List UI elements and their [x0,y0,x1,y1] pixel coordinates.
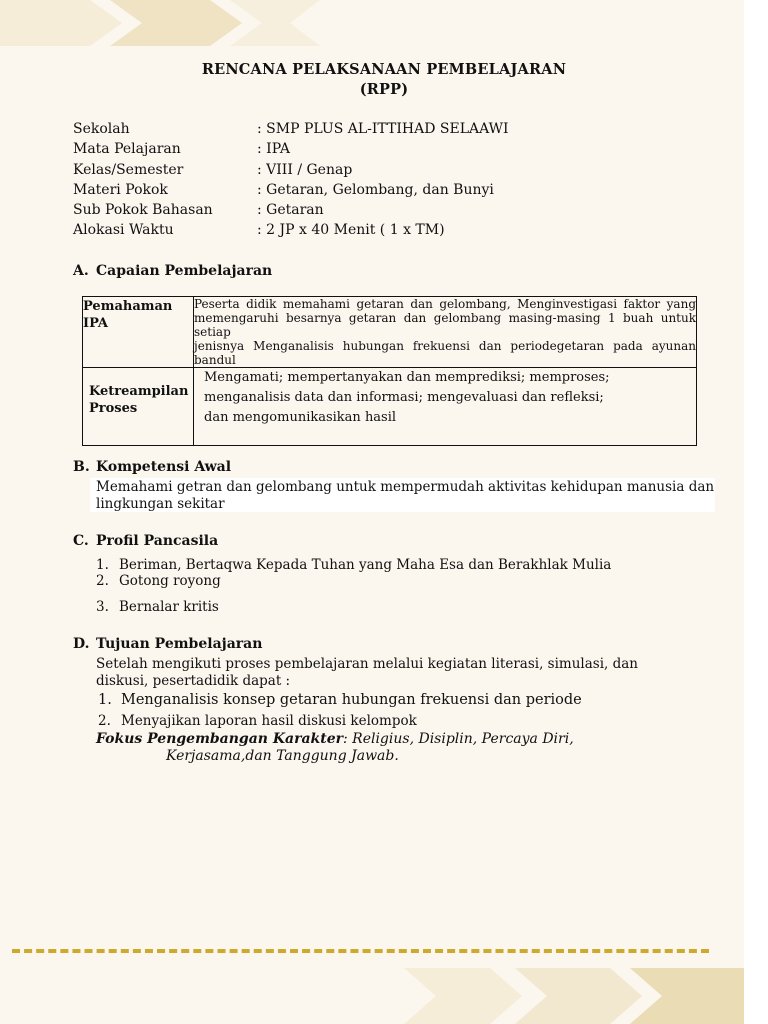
kompetensi-text [96,479,714,513]
list-text: Menganalisis konsep getaran hubungan frekuensi dan periode [121,692,582,708]
identity-label: Sub Pokok Bahasan [73,202,213,218]
identity-label: Materi Pokok [73,182,168,198]
list-number: 1. [96,557,109,573]
paragraph-line: Memahami getran dan gelombang untuk mempermudah aktivitas kehidupan manusia dan [96,479,715,495]
row-header-line: Ketreampilan [89,383,189,399]
section-letter: A. [73,263,89,279]
list-item [96,557,611,573]
identity-value: : VIII / Genap [257,162,353,178]
identity-label: Mata Pelajaran [73,141,181,157]
list-item [98,692,582,708]
identity-value: : 2 JP x 40 Menit ( 1 x TM) [257,222,445,238]
section-title: Profil Pancasila [96,533,219,549]
fokus-text: : Religius, Disiplin, Percaya Diri, [342,731,574,747]
tujuan-intro [96,656,638,690]
list-number: 2. [98,713,111,729]
list-text: Gotong royong [119,573,221,589]
list-text: Bernalar kritis [119,599,219,615]
document-subtitle: (RPP) [359,81,409,98]
identity-value: : SMP PLUS AL-ITTIHAD SELAAWI [257,121,509,137]
identity-value: : Getaran [257,202,324,218]
section-letter: B. [73,459,90,475]
list-number: 2. [96,573,109,589]
content-line: bandul [194,353,236,367]
list-text: Beriman, Bertaqwa Kepada Tuhan yang Maha Esa dan Berakhlak Mulia [119,557,612,573]
list-number: 3. [96,599,109,615]
identity-label: Alokasi Waktu [73,222,174,238]
content-line: memengaruhi besarnya getaran dan gelombang masing-masing 1 buah untuk setiap [194,311,696,339]
table-row-header [83,297,194,368]
identity-value: : IPA [257,141,290,157]
section-c-heading [73,533,218,549]
table-row-content [194,297,697,368]
list-item [98,713,417,729]
table-row [83,297,697,368]
content-line: jenisnya Menganalisis hubungan frekuensi dan periodegetaran pada ayunan [194,339,696,353]
document-title: RENCANA PELAKSANAAN PEMBELAJARAN [201,61,567,78]
row-header-line: Proses [89,400,138,416]
list-item [96,599,219,615]
content-line: Mengamati; mempertanyakan dan memprediksi; memproses; [204,370,610,385]
fokus-karakter [96,731,574,765]
content-line: dan mengomunikasikan hasil [204,410,397,425]
section-b-heading [73,459,231,475]
section-title: Capaian Pembelajaran [96,263,273,279]
identity-value: : Getaran, Gelombang, dan Bunyi [257,182,494,198]
paragraph-line: Setelah mengikuti proses pembelajaran melalui kegiatan literasi, simulasi, dan [96,656,638,672]
row-header-line: Pemahaman [83,299,173,314]
capaian-table [82,296,697,446]
row-header-line: IPA [83,316,108,331]
section-a-heading [73,263,272,279]
list-item [96,573,221,589]
content-line: Peserta didik memahami getaran dan gelombang, Menginvestigasi faktor yang [194,297,696,311]
paragraph-line: diskusi, pesertadidik dapat : [96,673,291,689]
dashed-divider [12,949,709,953]
list-text: Menyajikan laporan hasil diskusi kelompok [121,713,417,729]
section-letter: D. [73,636,90,652]
fokus-label: Fokus Pengembangan Karakter [96,731,343,747]
content-line: menganalisis data dan informasi; mengevaluasi dan refleksi; [204,390,604,405]
table-row-content [194,368,697,446]
section-d-heading [73,636,262,652]
section-title: Tujuan Pembelajaran [96,636,263,652]
identity-label: Kelas/Semester [73,162,184,178]
list-number: 1. [98,692,112,708]
fokus-text: Kerjasama,dan Tanggung Jawab. [166,748,399,764]
identity-label: Sekolah [73,121,130,137]
table-row-header [83,368,194,446]
paragraph-line: lingkungan sekitar [96,496,225,512]
section-letter: C. [73,533,89,549]
section-title: Kompetensi Awal [96,459,232,475]
table-row [83,368,697,446]
